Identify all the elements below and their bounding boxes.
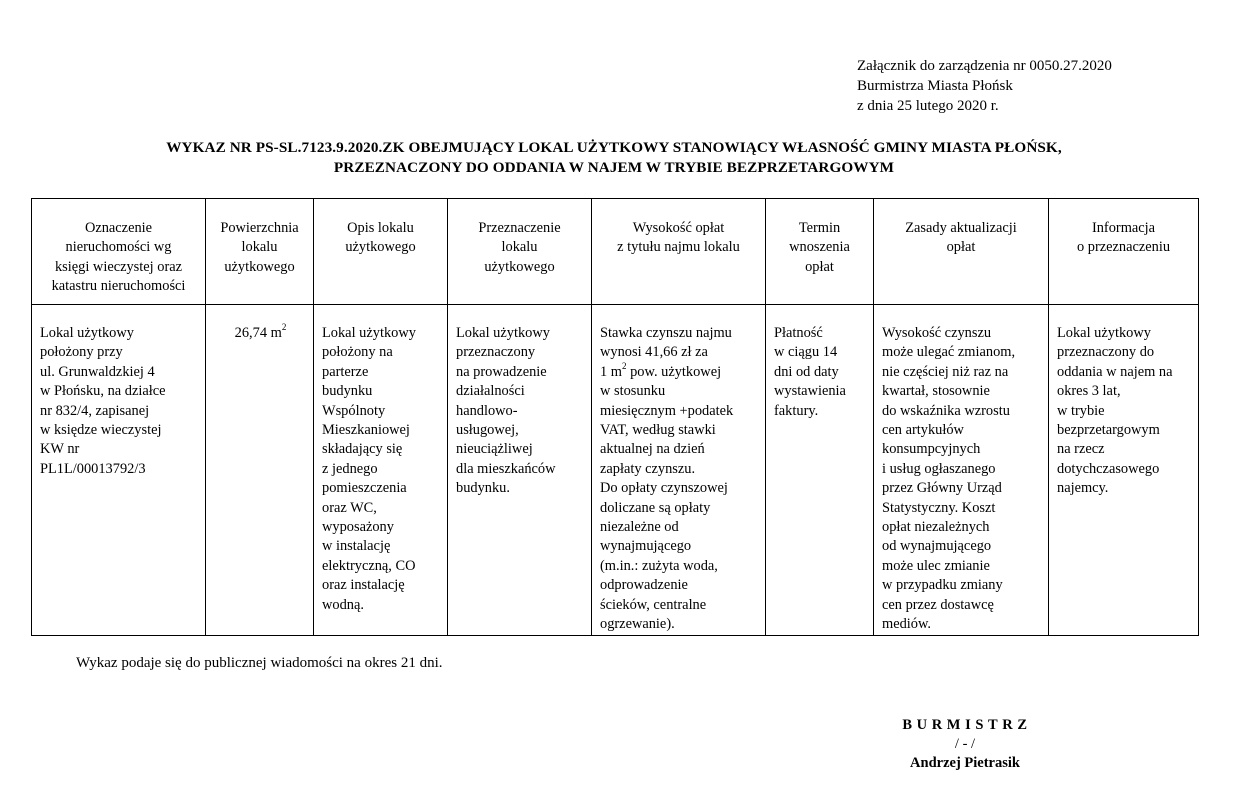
text-line: położony przy	[40, 344, 123, 361]
fees-unit-suffix: pow. użytkowej	[626, 363, 722, 380]
text-line: kwartał, stosownie	[882, 383, 990, 400]
text-line: wodną.	[322, 596, 364, 613]
text-line: w instalację	[322, 538, 391, 555]
annex-reference	[857, 56, 1112, 116]
property-table	[31, 198, 1199, 636]
text-line: (m.in.: zużyta woda,	[600, 557, 718, 574]
text-line: wnoszenia	[789, 239, 850, 256]
text-line: w księdze wieczystej	[40, 422, 162, 439]
text-line: Płatność	[774, 325, 823, 341]
document-title	[30, 138, 1198, 178]
text-line: usługowej,	[456, 422, 519, 439]
header-fees	[592, 199, 766, 305]
text-line: na rzecz	[1057, 441, 1105, 458]
cell-designation	[32, 305, 206, 636]
table-row	[32, 305, 1199, 636]
header-area	[206, 199, 314, 305]
text-line: Opis lokalu	[347, 220, 414, 236]
signature-mark: / - /	[954, 736, 976, 752]
text-line: budynku.	[456, 480, 510, 497]
text-line: w stosunku	[600, 383, 666, 400]
text-line: z jednego	[322, 460, 378, 477]
text-line: katastru nieruchomości	[51, 278, 186, 295]
text-line: od wynajmującego	[882, 538, 992, 555]
title-line: PRZEZNACZONY DO ODDANIA W NAJEM W TRYBIE BEZPRZETARGOWYM	[333, 159, 895, 176]
text-line: przeznaczony do	[1057, 344, 1155, 361]
text-line: najemcy.	[1057, 480, 1109, 497]
cell-info	[1049, 305, 1199, 636]
fees-unit-exponent: 2	[622, 360, 627, 371]
text-line: użytkowego	[484, 258, 555, 275]
annex-line: Burmistrza Miasta Płońsk	[857, 78, 1013, 94]
text-line: wyposażony	[322, 519, 394, 536]
fees-unit: 1 m	[600, 363, 622, 380]
text-line: i usług ogłaszanego	[882, 460, 996, 477]
signature-block	[880, 716, 1050, 773]
text-line: mediów.	[882, 616, 932, 633]
text-line: oraz WC,	[322, 499, 377, 516]
text-line: okres 3 lat,	[1057, 383, 1121, 400]
cell-payment-term	[766, 305, 874, 636]
title-line: WYKAZ NR PS-SL.7123.9.2020.ZK OBEJMUJĄCY LOKAL UŻYTKOWY STANOWIĄCY WŁASNOŚĆ GMINY MIASTA PŁOŃSK,	[166, 139, 1062, 156]
text-line: aktualnej na dzień	[600, 441, 705, 458]
text-line: Lokal użytkowy	[322, 325, 416, 341]
header-purpose	[448, 199, 592, 305]
text-line: w przypadku zmiany	[882, 577, 1003, 594]
text-line: faktury.	[774, 402, 819, 419]
text-line: lokalu	[501, 239, 538, 256]
text-line: Wysokość opłat	[632, 220, 725, 236]
text-line: niezależne od	[600, 519, 679, 536]
text-line: PL1L/00013792/3	[40, 460, 146, 477]
text-line: z tytułu najmu lokalu	[617, 239, 740, 256]
text-line: parterze	[322, 363, 369, 380]
text-line: oddania w najem na	[1057, 363, 1173, 380]
text-line: Oznaczenie	[84, 220, 153, 236]
text-line: Do opłaty czynszowej	[600, 480, 728, 497]
text-line: cen artykułów	[882, 422, 964, 439]
text-line: dotychczasowego	[1057, 460, 1160, 477]
text-line: ścieków, centralne	[600, 596, 707, 613]
text-line: pomieszczenia	[322, 480, 407, 497]
text-line: konsumpcyjnych	[882, 441, 981, 458]
text-line: odprowadzenie	[600, 577, 688, 594]
text-line: Informacja	[1091, 220, 1156, 236]
text-line: opłat	[805, 258, 834, 275]
area-exponent: 2	[281, 322, 287, 332]
text-line: do wskaźnika wzrostu	[882, 402, 1010, 419]
text-line: o przeznaczeniu	[1076, 239, 1171, 256]
text-line: Przeznaczenie	[478, 220, 561, 236]
text-line: Lokal użytkowy	[456, 325, 550, 341]
text-line: bezprzetargowym	[1057, 422, 1160, 439]
header-update-rules	[874, 199, 1049, 305]
text-line: Lokal użytkowy	[1057, 325, 1151, 341]
cell-description	[314, 305, 448, 636]
text-line: VAT, według stawki	[600, 422, 716, 439]
text-line: Powierzchnia	[220, 220, 299, 236]
text-line: budynku	[322, 383, 373, 400]
text-line: dla mieszkańców	[456, 460, 556, 477]
text-line: KW nr	[40, 441, 80, 458]
text-line: Mieszkaniowej	[322, 422, 410, 439]
text-line: doliczane są opłaty	[600, 499, 711, 516]
text-line: Lokal użytkowy	[40, 325, 134, 341]
annex-line: Załącznik do zarządzenia nr 0050.27.2020	[857, 58, 1112, 74]
fees-line	[600, 360, 759, 382]
text-line: wynajmującego	[600, 538, 692, 555]
text-line: może ulegać zmianom,	[882, 344, 1016, 361]
text-line: zapłaty czynszu.	[600, 460, 696, 477]
text-line: nr 832/4, zapisanej	[40, 402, 150, 419]
text-line: Zasady aktualizacji	[905, 220, 1017, 236]
cell-purpose	[448, 305, 592, 636]
fees-line: wynosi 41,66 zł za	[600, 344, 708, 361]
text-line: składający się	[322, 441, 403, 458]
fees-line: Stawka czynszu najmu	[600, 325, 732, 341]
text-line: nie częściej niż raz na	[882, 363, 1009, 380]
text-line: Wysokość czynszu	[882, 325, 992, 341]
text-line: na prowadzenie	[456, 363, 547, 380]
text-line: ul. Grunwaldzkiej 4	[40, 363, 155, 380]
cell-area	[206, 305, 314, 636]
header-description	[314, 199, 448, 305]
text-line: handlowo-	[456, 402, 518, 419]
text-line: w ciągu 14	[774, 344, 838, 361]
fees-rest	[600, 382, 759, 634]
cell-update-rules	[874, 305, 1049, 636]
text-line: cen przez dostawcę	[882, 596, 994, 613]
header-info	[1049, 199, 1199, 305]
signature-office: BURMISTRZ	[902, 717, 1032, 733]
text-line: elektryczną, CO	[322, 557, 416, 574]
text-line: w trybie	[1057, 402, 1105, 419]
text-line: Wspólnoty	[322, 402, 386, 419]
header-payment-term	[766, 199, 874, 305]
text-line: działalności	[456, 383, 525, 400]
text-line: opłat	[946, 239, 976, 256]
text-line: w Płońsku, na działce	[40, 383, 166, 400]
text-line: księgi wieczystej oraz	[54, 258, 183, 275]
header-designation	[32, 199, 206, 305]
table-header-row	[32, 199, 1199, 305]
text-line: Statystyczny. Koszt	[882, 499, 996, 516]
cell-fees	[592, 305, 766, 636]
text-line: może ulec zmianie	[882, 557, 990, 574]
text-line: położony na	[322, 344, 393, 361]
area-value: 26,74 m	[234, 325, 282, 341]
publication-note: Wykaz podaje się do publicznej wiadomości na okres 21 dni.	[76, 655, 443, 671]
text-line: ogrzewanie).	[600, 616, 675, 633]
text-line: przez Główny Urząd	[882, 480, 1002, 497]
text-line: lokalu	[241, 239, 278, 256]
text-line: Termin	[798, 220, 841, 236]
signature-name: Andrzej Pietrasik	[910, 755, 1020, 771]
text-line: nieuciążliwej	[456, 441, 533, 458]
text-line: przeznaczony	[456, 344, 536, 361]
text-line: użytkowego	[345, 239, 416, 256]
text-line: miesięcznym +podatek	[600, 402, 734, 419]
annex-line: z dnia 25 lutego 2020 r.	[857, 98, 999, 114]
text-line: nieruchomości wg	[65, 239, 172, 256]
text-line: użytkowego	[224, 258, 295, 275]
text-line: opłat niezależnych	[882, 519, 990, 536]
text-line: dni od daty	[774, 363, 839, 380]
text-line: wystawienia	[774, 383, 846, 400]
text-line: oraz instalację	[322, 577, 405, 594]
